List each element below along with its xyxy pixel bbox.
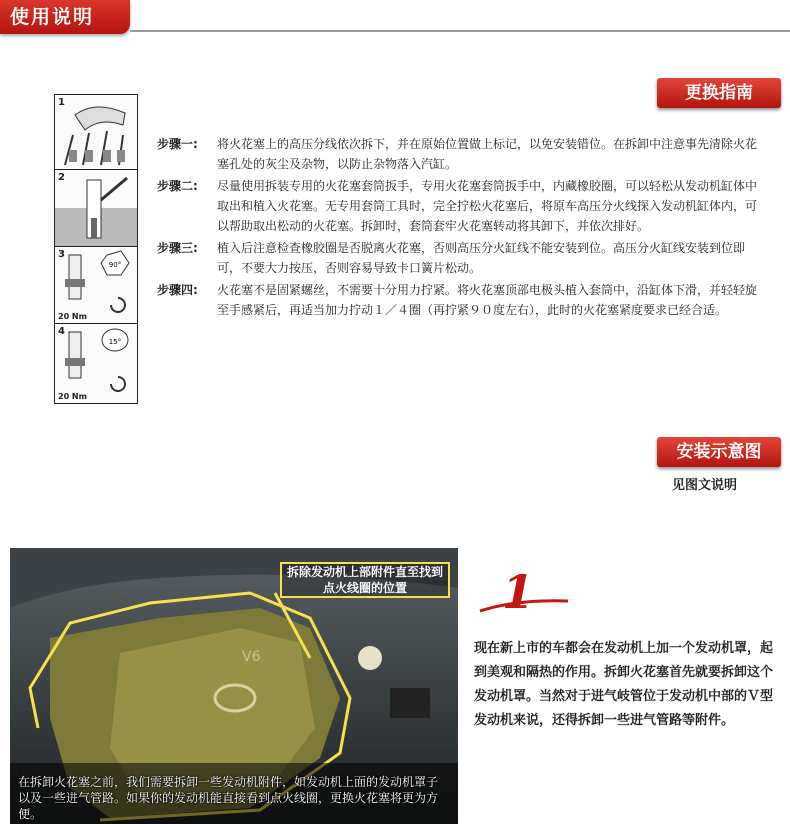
header-tab [0, 0, 130, 34]
angle-label: 15° [108, 338, 122, 346]
installation-illustration [54, 94, 138, 404]
page-title: 使用说明 [10, 6, 95, 28]
replacement-steps [157, 134, 757, 322]
spark-plug-socket-icon [55, 170, 137, 246]
diagram-caption: 见图文说明 [672, 478, 738, 493]
section-description: 现在新上市的车都会在发动机上加一个发动机罩，起到美观和隔热的作用。拆卸火花塞首先就要拆卸这个发动机罩。当然对于进气岐管位于发动机中部的Ｖ型发动机来说，还得拆卸一些进气管路等附件。 [474, 641, 774, 728]
photo-caption: 在拆卸火花塞之前，我们需要拆卸一些发动机附件，如发动机上面的发动机罩子以及一些进气管路。如果你的发动机能直接看到点火线圈，更换火花塞将更为方便。 [18, 775, 439, 821]
illustration-panel-4: 4 15° 20 Nm [55, 324, 137, 403]
section-number: 1 [502, 565, 535, 619]
illustration-panel-3: 3 90° 20 Nm [55, 247, 137, 324]
engine-photo [10, 548, 458, 824]
step-1: 步骤一: 将火花塞上的高压分线依次拆下，并在原始位置做上标记，以免安装错位。在拆卸中注意事先清除火花塞孔处的灰尘及杂物，以防止杂物落入汽缸。 [157, 137, 758, 171]
illustration-panel-1: 1 [55, 95, 137, 170]
header-divider [130, 30, 790, 32]
step-2: 步骤二: 尽量使用拆装专用的火花塞套筒扳手，专用火花塞套筒扳手中，内藏橡胶圈，可以轻松从发动机缸体中取出和植入火花塞。无专用套筒工具时，完全拧松火花塞后，将原车高压分火线探入发动机缸体内，可以帮助取出松动的火花塞。拆卸时，套筒套牢火花塞转动将其卸下，并依次排好。 [157, 179, 758, 233]
step-3: 步骤三: 植入后注意检查橡胶圈是否脱离火花塞，否则高压分火缸线不能安装到位。高压分火缸线安装到位即可，不要大力按压，否则容易导致卡口簧片松动。 [157, 241, 746, 275]
angle-label: 90° [108, 261, 122, 269]
illustration-panel-2: 2 [55, 170, 137, 247]
replacement-guide-button[interactable]: 更换指南 [657, 78, 781, 108]
spark-plug-wires-icon [55, 95, 137, 169]
installation-diagram-button[interactable]: 安装示意图 [657, 437, 781, 467]
engine-badge: V6 [242, 649, 261, 665]
photo-callout: 拆除发动机上部附件直至找到点火线圈的位置 [280, 562, 450, 598]
step-4: 步骤四: 火花塞不是固紧螺丝，不需要十分用力拧紧。将火花塞顶部电极头植入套筒中，沿缸体下滑，并轻轻旋至手感紧后，再适当加力拧动１／４圈（再拧紧９０度左右），此时的火花塞紧度要求已经合适。 [157, 283, 758, 317]
red-swoosh-decoration [478, 597, 570, 613]
